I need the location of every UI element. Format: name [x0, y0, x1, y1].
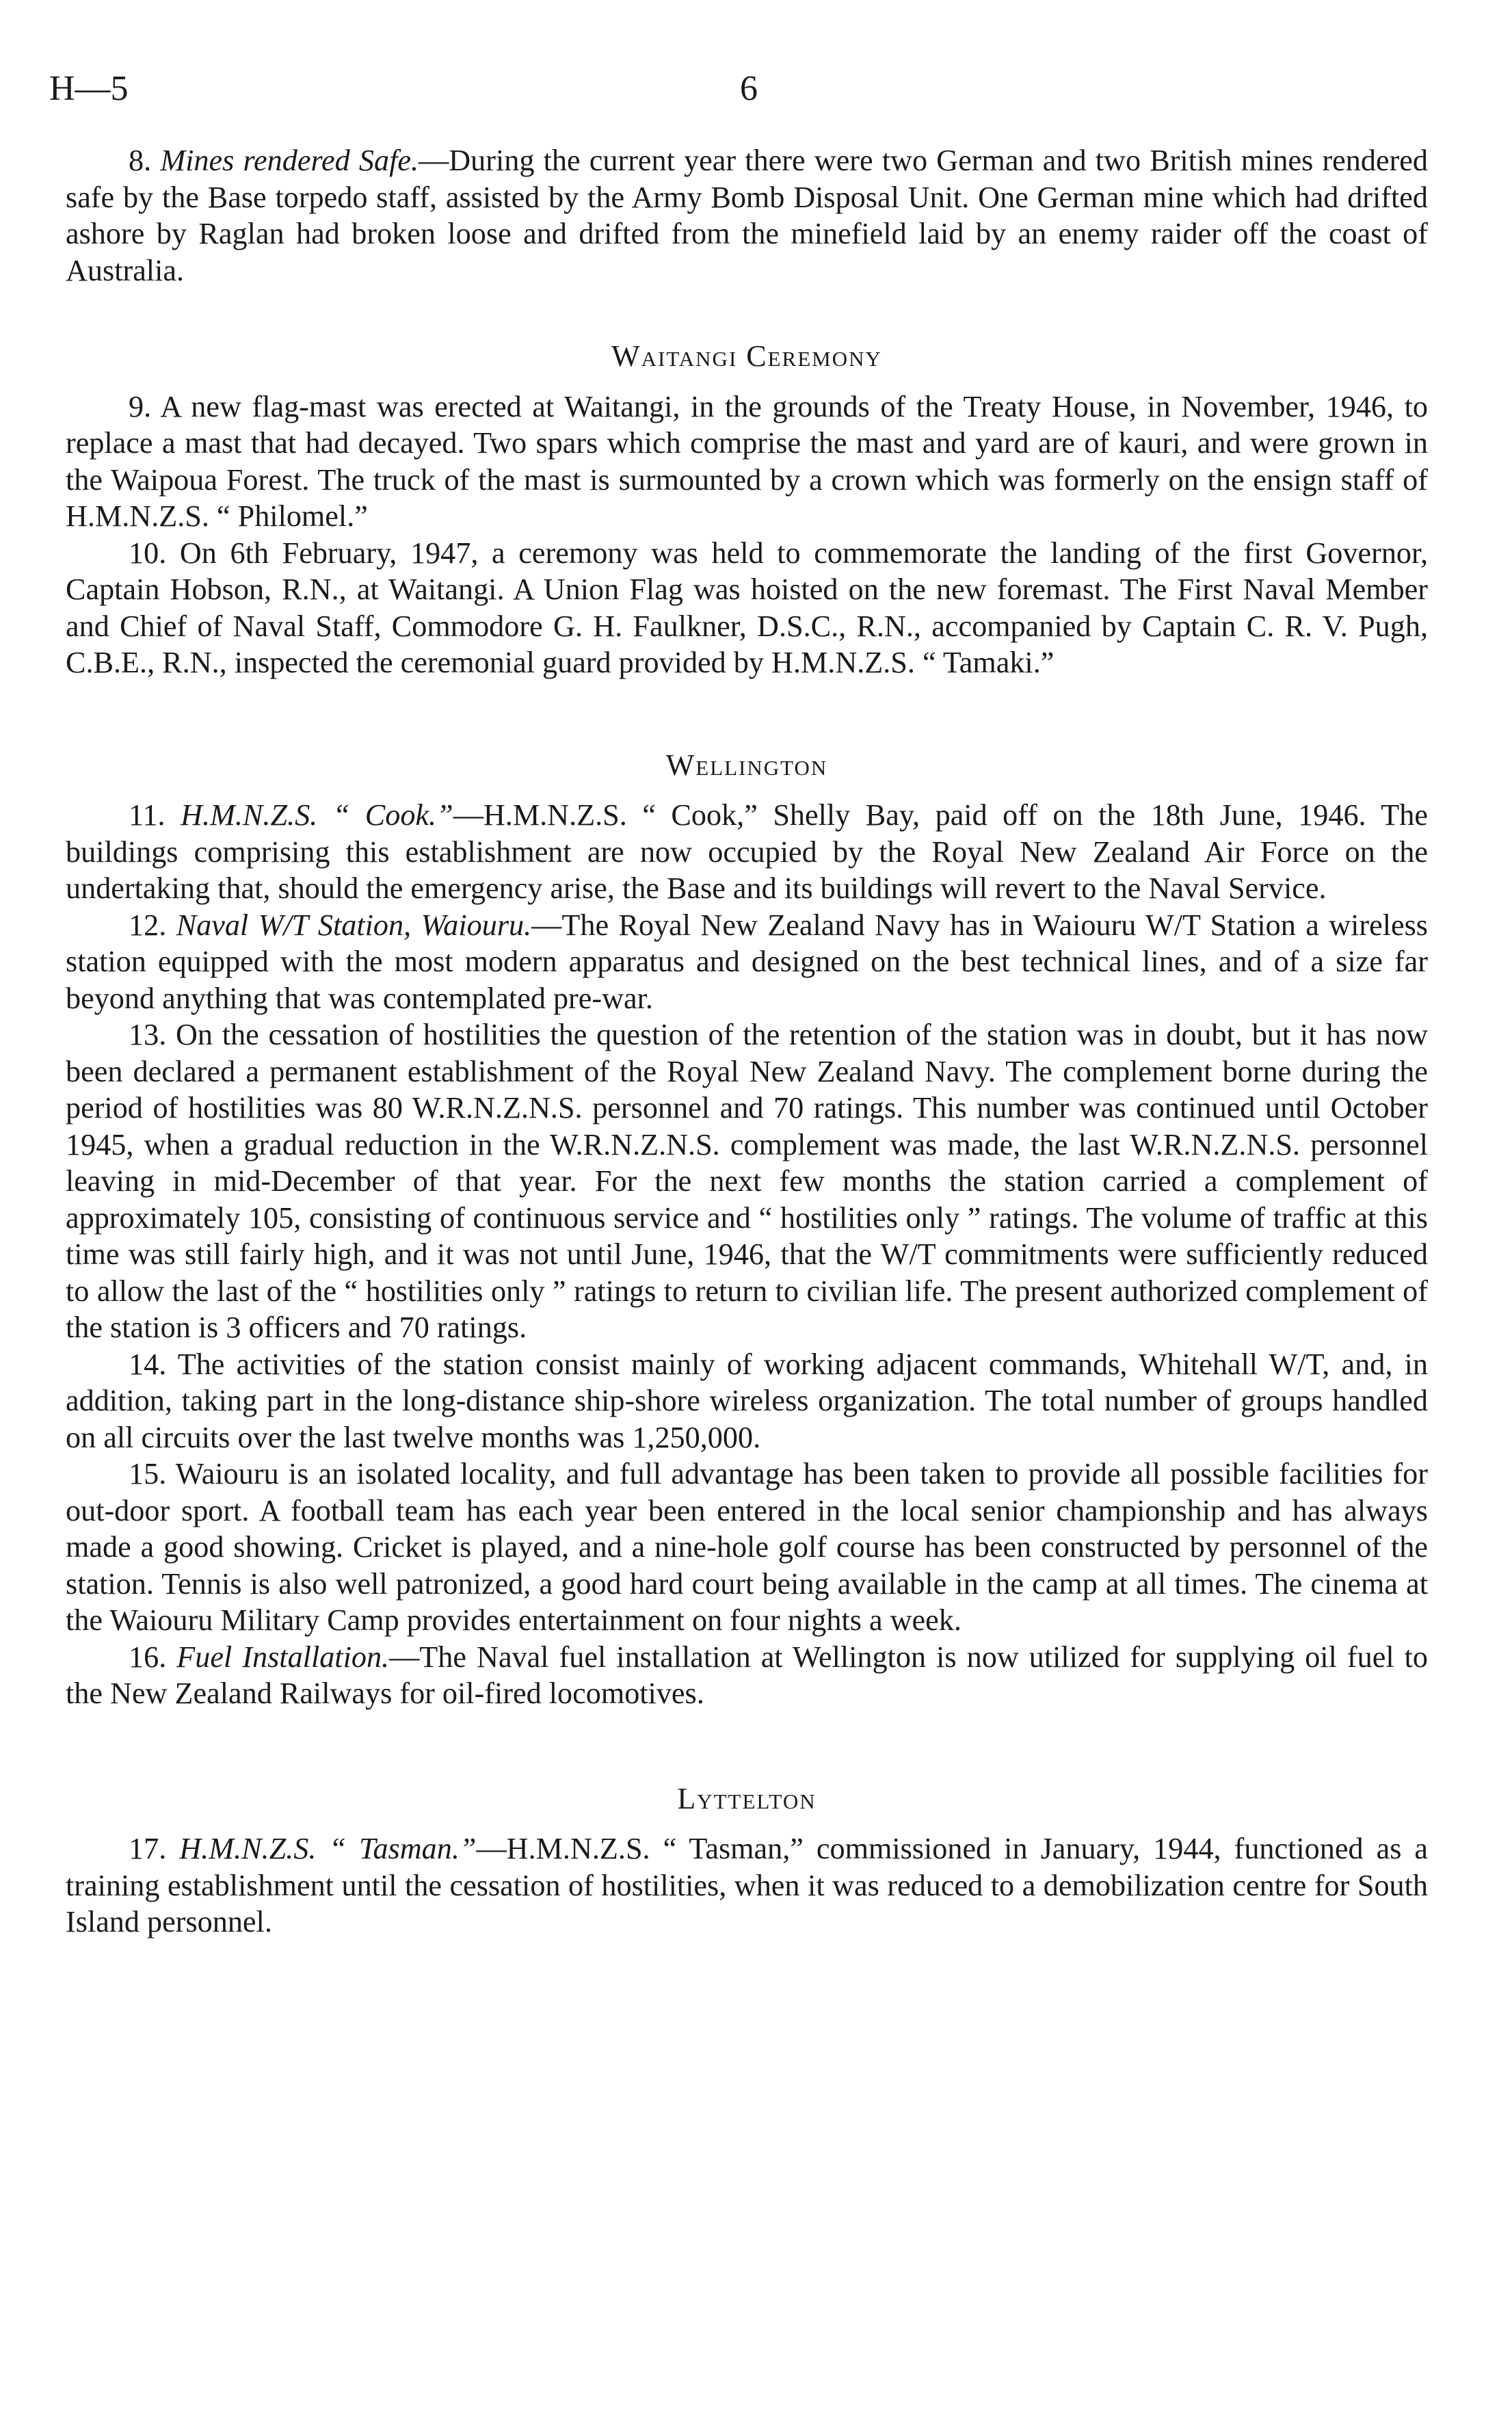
- paragraph-11: [66, 797, 1428, 907]
- paragraph-12: [66, 907, 1428, 1017]
- paragraph-number: 16.: [129, 1640, 167, 1674]
- page-number: 6: [740, 69, 758, 108]
- paragraph-title: H.M.N.Z.S. “ Cook.”: [181, 798, 453, 832]
- section-heading-wellington: Wellington: [665, 748, 828, 782]
- paragraph-number: 8.: [129, 144, 152, 177]
- paragraph-text: —H.M.N.Z.S. “ Tasman,” commissioned in January, 1944, functioned as a training establishment until the cessation of hostilities, when it was reduced to a demobilization centre for South Island personnel.: [66, 1832, 1429, 1939]
- paragraph-10: 10. On 6th February, 1947, a ceremony was held to commemorate the landing of the first Governor, Captain Hobson, R.N., at Waitangi. A Union Flag was hoisted on the new foremast. The First Naval Member and Chief of Naval Staff, Commodore G. H. Faulkner, D.S.C., R.N., accompanied by Captain C. R. V. Pugh, C.B.E., R.N., inspected the ceremonial guard provided by H.M.N.Z.S. “ Tamaki.”: [66, 536, 1428, 679]
- paragraph-number: 17.: [129, 1832, 167, 1865]
- paragraph-8: [66, 142, 1428, 289]
- paragraph-text: —H.M.N.Z.S. “ Cook,” Shelly Bay, paid off on the 18th June, 1946. The buildings comprising this establishment are now occupied by the Royal New Zealand Air Force on the undertaking that, should the emergency arise, the Base and its buildings will revert to the Naval Service.: [66, 798, 1428, 905]
- paragraph-text: —The Naval fuel installation at Wellington is now utilized for supplying oil fuel to the New Zealand Railways for oil-fired locomotives.: [66, 1640, 1429, 1710]
- paragraph-number: 11.: [129, 798, 165, 832]
- paragraph-title: Mines rendered Safe.: [160, 144, 419, 177]
- paragraph-14: 14. The activities of the station consist mainly of working adjacent commands, Whitehall W/T, and, in addition, taking part in the long-distance ship-shore wireless organization. The total number of groups handled on all circuits over the last twelve months was 1,250,000.: [66, 1347, 1428, 1454]
- paragraph-title: Fuel Installation.: [176, 1640, 390, 1674]
- paragraph-17: [66, 1830, 1428, 1941]
- section-heading-lyttelton: Lyttelton: [677, 1781, 817, 1815]
- paragraph-number: 12.: [129, 908, 167, 942]
- paragraph-text: —During the current year there were two German and two British mines rendered safe by the Base torpedo staff, assisted by the Army Bomb Disposal Unit. One German mine which had drifted ashore by Raglan had broken loose and drifted from the minefield laid by an enemy raider off the coast of Australia.: [66, 144, 1429, 287]
- paragraph-title: Naval W/T Station, Waiouru.: [176, 908, 532, 942]
- paragraph-text: —The Royal New Zealand Navy has in Waiouru W/T Station a wireless station equipped with the most modern apparatus and designed on the best technical lines, and of a size far beyond anything that was contemplated pre-war.: [66, 908, 1429, 1015]
- paragraph-15: 15. Waiouru is an isolated locality, and full advantage has been taken to provide all possible facilities for out-door sport. A football team has each year been entered in the local senior championship and has always made a good showing. Cricket is played, and a nine-hole golf course has been constructed by personnel of the station. Tennis is also well patronized, a good hard court being available in the camp at all times. The cinema at the Waiouru Military Camp provides entertainment on four nights a week.: [66, 1457, 1428, 1637]
- page-header: [49, 68, 1424, 123]
- paragraph-16: [66, 1639, 1428, 1712]
- section-heading-waitangi: Waitangi Ceremony: [611, 339, 882, 373]
- paragraph-title: H.M.N.Z.S. “ Tasman.”: [179, 1832, 477, 1865]
- paragraph-9: 9. A new flag-mast was erected at Waitangi, in the grounds of the Treaty House, in November, 1946, to replace a mast that had decayed. Two spars which comprise the mast and yard are of kauri, and were grown in the Waipoua Forest. The truck of the mast is surmounted by a crown which was formerly on the ensign staff of H.M.N.Z.S. “ Philomel.”: [66, 389, 1428, 533]
- document-reference: H—5: [49, 69, 129, 108]
- document-body: [66, 142, 1428, 1941]
- paragraph-13: 13. On the cessation of hostilities the question of the retention of the station was in doubt, but it has now been declared a permanent establishment of the Royal New Zealand Navy. The complement borne during the period of hostilities was 80 W.R.N.Z.N.S. personnel and 70 ratings. This number was continued until October 1945, when a gradual reduction in the W.R.N.Z.N.S. complement was made, the last W.R.N.Z.N.S. personnel leaving in mid-December of that year. For the next few months the station carried a complement of approximately 105, consisting of continuous service and “ hostilities only ” ratings. The volume of traffic at this time was still fairly high, and it was not until June, 1946, that the W/T commitments were sufficiently reduced to allow the last of the “ hostilities only ” ratings to return to civilian life. The present authorized complement of the station is 3 officers and 70 ratings.: [66, 1018, 1428, 1344]
